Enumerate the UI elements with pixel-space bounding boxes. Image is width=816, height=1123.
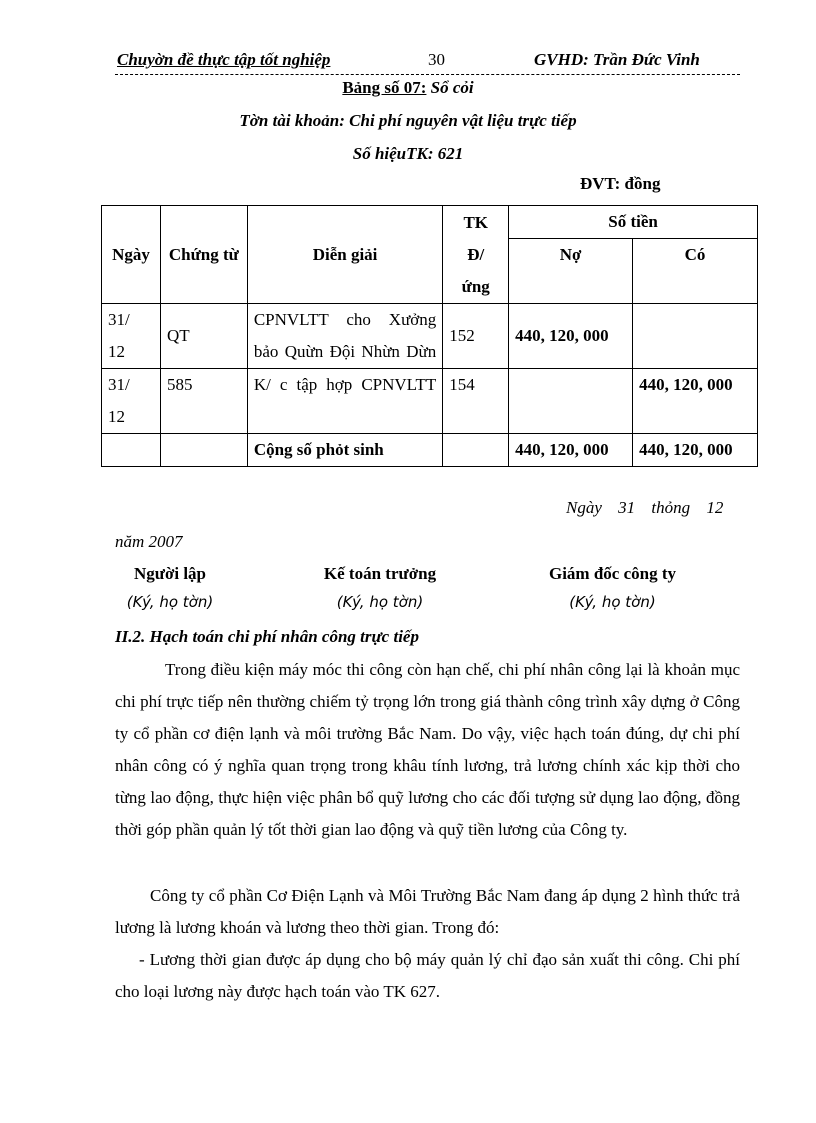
signature-director: Giám đốc công ty (Ký, họ tờn)	[548, 564, 677, 611]
col-date: Ngày	[102, 206, 161, 304]
header-row	[102, 206, 758, 239]
table-row	[102, 304, 758, 369]
col-amount: Số tiền	[509, 206, 758, 239]
cell-description: CPNVLTT cho Xưởng bảo Quừn Đội Nhừn Dừn	[247, 304, 442, 369]
board-name: Sổ cỏi	[430, 78, 474, 97]
table-caption	[0, 78, 816, 98]
account-number: Số hiệuTK: 621	[352, 144, 464, 163]
total-debit: 440, 120, 000	[509, 434, 633, 467]
currency-unit: ĐVT: đồng	[580, 174, 661, 193]
cell-date: 31/ 12	[102, 369, 161, 434]
ledger-table	[101, 205, 758, 467]
section-title: II.2. Hạch toán chi phí nhân công trực tiếp	[115, 627, 419, 646]
page-header	[115, 46, 740, 75]
total-credit: 440, 120, 000	[633, 434, 758, 467]
cell-credit	[633, 304, 758, 369]
header-left: Chuyờn đề thực tập tốt nghiệp	[117, 50, 331, 69]
col-tk: TK Đ/ ứng	[443, 206, 509, 304]
sign-date: Ngày 31 thỏng 12	[566, 498, 724, 517]
cell-credit: 440, 120, 000	[633, 369, 758, 434]
sign-year: năm 2007	[115, 532, 183, 551]
col-credit: Có	[633, 239, 758, 304]
page-number: 30	[428, 50, 445, 69]
total-row	[102, 434, 758, 467]
cell-debit: 440, 120, 000	[509, 304, 633, 369]
body-paragraph: Công ty cổ phần Cơ Điện Lạnh và Môi Trường Bắc Nam đang áp dụng 2 hình thức trả lương là lương khoán và lương theo thời gian. Trong đó:	[115, 886, 740, 937]
cell-debit	[509, 369, 633, 434]
table-row	[102, 369, 758, 434]
cell-tk: 154	[443, 369, 509, 434]
body-paragraph: Trong điều kiện máy móc thi công còn hạn chế, chi phí nhân công lại là khoản mục chi phí trực tiếp nên thường chiếm tỷ trọng lớn trong giá thành công trình xây dựng ở Công ty cổ phần cơ điện lạnh và môi trường Bắc Nam. Do vậy, việc hạch toán đúng, dự chi phí nhân công có ý nghĩa quan trọng trong khâu tính lương, trả lương chính xác kịp thời cho từng lao động, thực hiện việc phân bổ quỹ lương cho các đối tượng sử dụng lao động, đồng thời góp phần quản lý tốt thời gian lao động và quỹ tiền lương của Công ty.	[115, 660, 740, 839]
col-description: Diễn giải	[247, 206, 442, 304]
cell-voucher: QT	[160, 304, 247, 369]
signature-preparer: Người lập (Ký, họ tờn)	[126, 564, 214, 611]
col-debit: Nợ	[509, 239, 633, 304]
cell-voucher: 585	[160, 369, 247, 434]
board-label: Bảng số 07:	[342, 78, 427, 97]
cell-description: K/ c tập hợp CPNVLTT	[247, 369, 442, 434]
body-paragraph: - Lương thời gian được áp dụng cho bộ máy quản lý chỉ đạo sản xuất thi công. Chi phí cho loại lương này được hạch toán vào TK 627.	[115, 950, 740, 1001]
signature-chief-accountant: Kế toán trưởng (Ký, họ tờn)	[323, 564, 437, 611]
cell-date: 31/ 12	[102, 304, 161, 369]
account-name: Tờn tài khoản: Chi phí nguyên vật liệu trực tiếp	[239, 111, 577, 130]
cell-tk: 152	[443, 304, 509, 369]
col-voucher: Chứng từ	[160, 206, 247, 304]
total-label: Cộng số phỏt sinh	[247, 434, 442, 467]
header-right: GVHD: Trần Đức Vinh	[534, 50, 700, 69]
